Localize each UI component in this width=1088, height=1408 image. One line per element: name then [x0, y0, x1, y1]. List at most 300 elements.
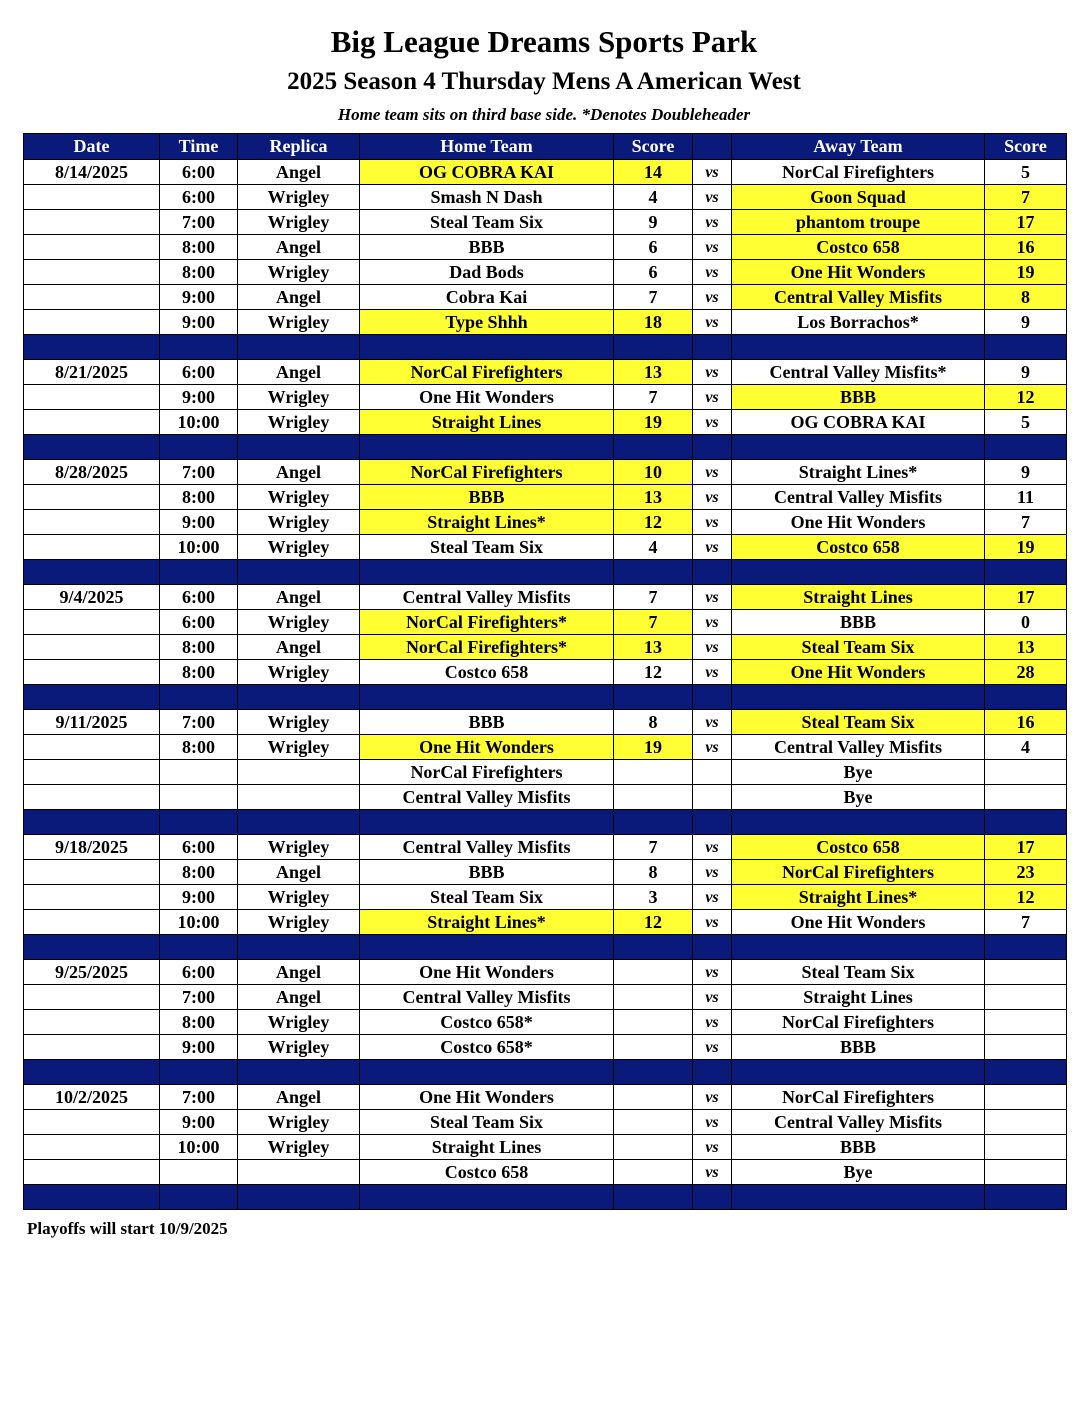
home-team-cell: Costco 658* — [360, 1035, 614, 1060]
time-cell: 9:00 — [160, 285, 238, 310]
home-score-cell — [614, 1110, 693, 1135]
date-cell: 9/4/2025 — [24, 585, 160, 610]
date-cell — [24, 985, 160, 1010]
vs-cell: vs — [693, 1160, 732, 1185]
vs-cell: vs — [693, 660, 732, 685]
away-team-cell: Central Valley Misfits — [732, 1110, 985, 1135]
home-team-cell: One Hit Wonders — [360, 735, 614, 760]
separator-cell — [360, 1060, 614, 1085]
separator-cell — [614, 810, 693, 835]
home-score-cell: 6 — [614, 235, 693, 260]
time-cell: 6:00 — [160, 160, 238, 185]
time-cell: 6:00 — [160, 835, 238, 860]
home-score-cell — [614, 960, 693, 985]
away-team-cell: NorCal Firefighters — [732, 1085, 985, 1110]
home-team-cell: OG COBRA KAI — [360, 160, 614, 185]
away-team-cell: Goon Squad — [732, 185, 985, 210]
vs-cell: vs — [693, 710, 732, 735]
home-score-cell: 12 — [614, 910, 693, 935]
home-score-cell: 6 — [614, 260, 693, 285]
replica-cell: Wrigley — [238, 710, 360, 735]
date-cell — [24, 535, 160, 560]
week-separator-row — [24, 810, 1067, 835]
date-cell: 9/11/2025 — [24, 710, 160, 735]
time-cell: 10:00 — [160, 410, 238, 435]
away-team-cell: phantom troupe — [732, 210, 985, 235]
table-row — [24, 385, 1067, 410]
away-team-cell: NorCal Firefighters — [732, 160, 985, 185]
away-score-cell — [985, 1110, 1067, 1135]
separator-cell — [732, 560, 985, 585]
table-row — [24, 1085, 1067, 1110]
separator-cell — [985, 335, 1067, 360]
home-team-cell: BBB — [360, 235, 614, 260]
away-score-cell: 5 — [985, 160, 1067, 185]
date-cell: 9/18/2025 — [24, 835, 160, 860]
table-row — [24, 710, 1067, 735]
replica-cell: Angel — [238, 985, 360, 1010]
vs-cell: vs — [693, 910, 732, 935]
home-team-cell: Central Valley Misfits — [360, 585, 614, 610]
home-score-cell: 8 — [614, 860, 693, 885]
home-team-cell: Cobra Kai — [360, 285, 614, 310]
home-score-cell: 7 — [614, 285, 693, 310]
table-row — [24, 835, 1067, 860]
separator-cell — [985, 560, 1067, 585]
separator-cell — [693, 1185, 732, 1210]
date-cell — [24, 635, 160, 660]
home-score-cell — [614, 1135, 693, 1160]
column-header-away-team: Away Team — [732, 134, 985, 160]
away-team-cell: Central Valley Misfits — [732, 735, 985, 760]
replica-cell: Wrigley — [238, 385, 360, 410]
separator-cell — [160, 685, 238, 710]
separator-cell — [732, 335, 985, 360]
separator-cell — [24, 685, 160, 710]
replica-cell — [238, 1160, 360, 1185]
table-header-row — [24, 134, 1067, 160]
separator-cell — [614, 435, 693, 460]
home-team-cell: Costco 658 — [360, 1160, 614, 1185]
separator-cell — [732, 435, 985, 460]
separator-cell — [985, 685, 1067, 710]
away-team-cell: BBB — [732, 385, 985, 410]
vs-cell: vs — [693, 885, 732, 910]
separator-cell — [24, 810, 160, 835]
time-cell: 10:00 — [160, 535, 238, 560]
table-row — [24, 210, 1067, 235]
vs-cell: vs — [693, 860, 732, 885]
away-score-cell: 8 — [985, 285, 1067, 310]
table-row — [24, 960, 1067, 985]
week-separator-row — [24, 335, 1067, 360]
home-score-cell: 7 — [614, 585, 693, 610]
away-team-cell: One Hit Wonders — [732, 510, 985, 535]
separator-cell — [360, 935, 614, 960]
separator-cell — [985, 810, 1067, 835]
away-team-cell: Straight Lines — [732, 585, 985, 610]
replica-cell: Angel — [238, 860, 360, 885]
separator-cell — [238, 1060, 360, 1085]
away-score-cell: 12 — [985, 885, 1067, 910]
replica-cell: Angel — [238, 585, 360, 610]
away-team-cell: One Hit Wonders — [732, 660, 985, 685]
table-row — [24, 660, 1067, 685]
table-row — [24, 635, 1067, 660]
date-cell — [24, 1035, 160, 1060]
time-cell: 7:00 — [160, 460, 238, 485]
home-team-cell: One Hit Wonders — [360, 960, 614, 985]
vs-cell: vs — [693, 835, 732, 860]
date-cell — [24, 910, 160, 935]
time-cell: 6:00 — [160, 610, 238, 635]
away-team-cell: Costco 658 — [732, 235, 985, 260]
home-team-cell: One Hit Wonders — [360, 1085, 614, 1110]
separator-cell — [732, 935, 985, 960]
time-cell — [160, 1160, 238, 1185]
schedule-table — [23, 133, 1067, 1210]
away-score-cell — [985, 1135, 1067, 1160]
separator-cell — [160, 1185, 238, 1210]
home-team-cell: Steal Team Six — [360, 210, 614, 235]
home-team-cell: NorCal Firefighters — [360, 760, 614, 785]
date-cell — [24, 735, 160, 760]
home-score-cell: 7 — [614, 385, 693, 410]
separator-cell — [360, 435, 614, 460]
week-separator-row — [24, 1060, 1067, 1085]
vs-cell: vs — [693, 985, 732, 1010]
separator-cell — [160, 810, 238, 835]
column-header-time: Time — [160, 134, 238, 160]
table-row — [24, 260, 1067, 285]
vs-cell: vs — [693, 260, 732, 285]
replica-cell: Wrigley — [238, 510, 360, 535]
separator-cell — [360, 685, 614, 710]
date-cell — [24, 210, 160, 235]
vs-cell: vs — [693, 960, 732, 985]
home-team-cell: NorCal Firefighters — [360, 460, 614, 485]
date-cell — [24, 660, 160, 685]
away-score-cell: 16 — [985, 235, 1067, 260]
away-team-cell: Los Borrachos* — [732, 310, 985, 335]
week-separator-row — [24, 685, 1067, 710]
away-score-cell: 12 — [985, 385, 1067, 410]
date-cell: 8/21/2025 — [24, 360, 160, 385]
vs-cell: vs — [693, 385, 732, 410]
separator-cell — [160, 435, 238, 460]
replica-cell: Angel — [238, 235, 360, 260]
separator-cell — [160, 335, 238, 360]
replica-cell: Wrigley — [238, 910, 360, 935]
home-team-cell: Costco 658 — [360, 660, 614, 685]
table-row — [24, 360, 1067, 385]
date-cell: 9/25/2025 — [24, 960, 160, 985]
separator-cell — [693, 685, 732, 710]
column-header-replica: Replica — [238, 134, 360, 160]
separator-cell — [360, 560, 614, 585]
away-team-cell: OG COBRA KAI — [732, 410, 985, 435]
home-score-cell: 12 — [614, 660, 693, 685]
home-score-cell: 13 — [614, 360, 693, 385]
home-score-cell — [614, 1160, 693, 1185]
table-row — [24, 1035, 1067, 1060]
away-score-cell: 4 — [985, 735, 1067, 760]
home-team-cell: NorCal Firefighters* — [360, 610, 614, 635]
replica-cell: Wrigley — [238, 410, 360, 435]
date-cell — [24, 385, 160, 410]
away-team-cell: Straight Lines* — [732, 885, 985, 910]
separator-cell — [24, 935, 160, 960]
replica-cell: Angel — [238, 360, 360, 385]
separator-cell — [360, 1185, 614, 1210]
replica-cell — [238, 785, 360, 810]
date-cell — [24, 785, 160, 810]
separator-cell — [24, 1185, 160, 1210]
date-cell — [24, 260, 160, 285]
time-cell — [160, 785, 238, 810]
vs-cell: vs — [693, 735, 732, 760]
replica-cell: Angel — [238, 160, 360, 185]
vs-cell: vs — [693, 510, 732, 535]
home-team-cell: Steal Team Six — [360, 1110, 614, 1135]
date-cell — [24, 1160, 160, 1185]
away-score-cell: 11 — [985, 485, 1067, 510]
away-team-cell: Steal Team Six — [732, 710, 985, 735]
separator-cell — [732, 810, 985, 835]
away-score-cell: 16 — [985, 710, 1067, 735]
home-team-cell: Dad Bods — [360, 260, 614, 285]
table-row — [24, 1160, 1067, 1185]
vs-cell: vs — [693, 410, 732, 435]
time-cell: 9:00 — [160, 1035, 238, 1060]
table-row — [24, 1010, 1067, 1035]
home-score-cell: 18 — [614, 310, 693, 335]
home-team-cell: BBB — [360, 485, 614, 510]
away-team-cell: One Hit Wonders — [732, 260, 985, 285]
time-cell: 8:00 — [160, 235, 238, 260]
home-team-cell: Central Valley Misfits — [360, 785, 614, 810]
away-team-cell: Costco 658 — [732, 535, 985, 560]
separator-cell — [160, 1060, 238, 1085]
time-cell: 10:00 — [160, 1135, 238, 1160]
home-team-cell: Costco 658* — [360, 1010, 614, 1035]
page-title: Big League Dreams Sports Park — [330, 24, 758, 59]
date-cell: 8/14/2025 — [24, 160, 160, 185]
replica-cell: Wrigley — [238, 210, 360, 235]
away-score-cell: 19 — [985, 260, 1067, 285]
separator-cell — [360, 335, 614, 360]
replica-cell: Angel — [238, 960, 360, 985]
table-row — [24, 1135, 1067, 1160]
replica-cell: Wrigley — [238, 310, 360, 335]
home-score-cell — [614, 1085, 693, 1110]
away-score-cell — [985, 1160, 1067, 1185]
home-score-cell: 14 — [614, 160, 693, 185]
column-header-date: Date — [24, 134, 160, 160]
away-score-cell: 7 — [985, 185, 1067, 210]
column-header-home-score: Score — [614, 134, 693, 160]
vs-cell: vs — [693, 1010, 732, 1035]
away-team-cell: NorCal Firefighters — [732, 860, 985, 885]
away-score-cell — [985, 985, 1067, 1010]
home-score-cell: 19 — [614, 735, 693, 760]
table-row — [24, 585, 1067, 610]
time-cell: 8:00 — [160, 260, 238, 285]
separator-cell — [693, 335, 732, 360]
away-score-cell: 0 — [985, 610, 1067, 635]
table-row — [24, 485, 1067, 510]
playoffs-note: Playoffs will start 10/9/2025 — [27, 1219, 228, 1238]
away-score-cell: 17 — [985, 210, 1067, 235]
home-team-cell: Smash N Dash — [360, 185, 614, 210]
column-header-home-team: Home Team — [360, 134, 614, 160]
vs-cell: vs — [693, 1135, 732, 1160]
home-team-cell: Type Shhh — [360, 310, 614, 335]
separator-cell — [985, 1185, 1067, 1210]
separator-cell — [693, 1060, 732, 1085]
away-team-cell: Bye — [732, 760, 985, 785]
separator-cell — [614, 335, 693, 360]
time-cell: 7:00 — [160, 710, 238, 735]
away-team-cell: BBB — [732, 610, 985, 635]
table-row — [24, 610, 1067, 635]
vs-cell: vs — [693, 285, 732, 310]
separator-cell — [238, 810, 360, 835]
vs-cell — [693, 785, 732, 810]
home-score-cell: 7 — [614, 610, 693, 635]
separator-cell — [614, 1060, 693, 1085]
separator-cell — [238, 935, 360, 960]
replica-cell: Wrigley — [238, 885, 360, 910]
replica-cell: Wrigley — [238, 1110, 360, 1135]
home-team-cell: Central Valley Misfits — [360, 835, 614, 860]
home-score-cell — [614, 985, 693, 1010]
away-team-cell: Bye — [732, 785, 985, 810]
home-score-cell: 12 — [614, 510, 693, 535]
away-score-cell — [985, 960, 1067, 985]
home-team-cell: Steal Team Six — [360, 885, 614, 910]
separator-cell — [238, 560, 360, 585]
away-score-cell — [985, 760, 1067, 785]
separator-cell — [238, 1185, 360, 1210]
away-score-cell: 9 — [985, 310, 1067, 335]
week-separator-row — [24, 560, 1067, 585]
vs-cell: vs — [693, 460, 732, 485]
away-team-cell: Straight Lines — [732, 985, 985, 1010]
away-score-cell: 9 — [985, 460, 1067, 485]
replica-cell: Angel — [238, 460, 360, 485]
date-cell — [24, 235, 160, 260]
date-cell — [24, 760, 160, 785]
time-cell: 7:00 — [160, 985, 238, 1010]
vs-cell: vs — [693, 360, 732, 385]
date-cell — [24, 885, 160, 910]
separator-cell — [238, 685, 360, 710]
away-team-cell: Central Valley Misfits — [732, 285, 985, 310]
replica-cell: Wrigley — [238, 1010, 360, 1035]
away-score-cell: 23 — [985, 860, 1067, 885]
time-cell: 6:00 — [160, 185, 238, 210]
replica-cell: Wrigley — [238, 1035, 360, 1060]
away-team-cell: Costco 658 — [732, 835, 985, 860]
home-score-cell: 3 — [614, 885, 693, 910]
separator-cell — [614, 560, 693, 585]
table-row — [24, 510, 1067, 535]
away-score-cell: 7 — [985, 510, 1067, 535]
date-cell — [24, 1135, 160, 1160]
away-team-cell: Straight Lines* — [732, 460, 985, 485]
away-score-cell: 19 — [985, 535, 1067, 560]
time-cell: 10:00 — [160, 910, 238, 935]
date-cell — [24, 1110, 160, 1135]
date-cell — [24, 410, 160, 435]
time-cell: 9:00 — [160, 385, 238, 410]
separator-cell — [160, 560, 238, 585]
time-cell: 9:00 — [160, 310, 238, 335]
replica-cell: Wrigley — [238, 835, 360, 860]
date-cell — [24, 610, 160, 635]
date-cell: 8/28/2025 — [24, 460, 160, 485]
time-cell: 7:00 — [160, 1085, 238, 1110]
separator-cell — [24, 1060, 160, 1085]
home-score-cell — [614, 1010, 693, 1035]
separator-cell — [693, 560, 732, 585]
table-row — [24, 310, 1067, 335]
column-header-vs — [693, 134, 732, 160]
vs-cell: vs — [693, 610, 732, 635]
table-row — [24, 910, 1067, 935]
separator-cell — [24, 335, 160, 360]
away-score-cell: 13 — [985, 635, 1067, 660]
home-score-cell: 9 — [614, 210, 693, 235]
vs-cell: vs — [693, 1110, 732, 1135]
separator-cell — [732, 685, 985, 710]
date-cell — [24, 310, 160, 335]
separator-cell — [732, 1060, 985, 1085]
table-row — [24, 285, 1067, 310]
time-cell: 6:00 — [160, 585, 238, 610]
home-team-cell: Straight Lines* — [360, 510, 614, 535]
vs-cell: vs — [693, 635, 732, 660]
home-score-cell: 7 — [614, 835, 693, 860]
away-score-cell: 9 — [985, 360, 1067, 385]
away-score-cell — [985, 1035, 1067, 1060]
away-team-cell: Steal Team Six — [732, 635, 985, 660]
time-cell: 9:00 — [160, 885, 238, 910]
replica-cell: Wrigley — [238, 660, 360, 685]
time-cell: 7:00 — [160, 210, 238, 235]
page-subtitle: 2025 Season 4 Thursday Mens A American West — [287, 68, 801, 95]
date-cell — [24, 1010, 160, 1035]
separator-cell — [985, 1060, 1067, 1085]
away-score-cell: 17 — [985, 835, 1067, 860]
home-score-cell: 8 — [614, 710, 693, 735]
away-team-cell: Steal Team Six — [732, 960, 985, 985]
away-team-cell: Bye — [732, 1160, 985, 1185]
away-team-cell: NorCal Firefighters — [732, 1010, 985, 1035]
home-score-cell: 10 — [614, 460, 693, 485]
replica-cell: Wrigley — [238, 485, 360, 510]
page-note: Home team sits on third base side. *Denotes Doubleheader — [337, 105, 751, 124]
time-cell — [160, 760, 238, 785]
table-row — [24, 735, 1067, 760]
date-cell — [24, 510, 160, 535]
vs-cell: vs — [693, 535, 732, 560]
replica-cell — [238, 760, 360, 785]
home-team-cell: Steal Team Six — [360, 535, 614, 560]
vs-cell: vs — [693, 1035, 732, 1060]
table-row — [24, 460, 1067, 485]
